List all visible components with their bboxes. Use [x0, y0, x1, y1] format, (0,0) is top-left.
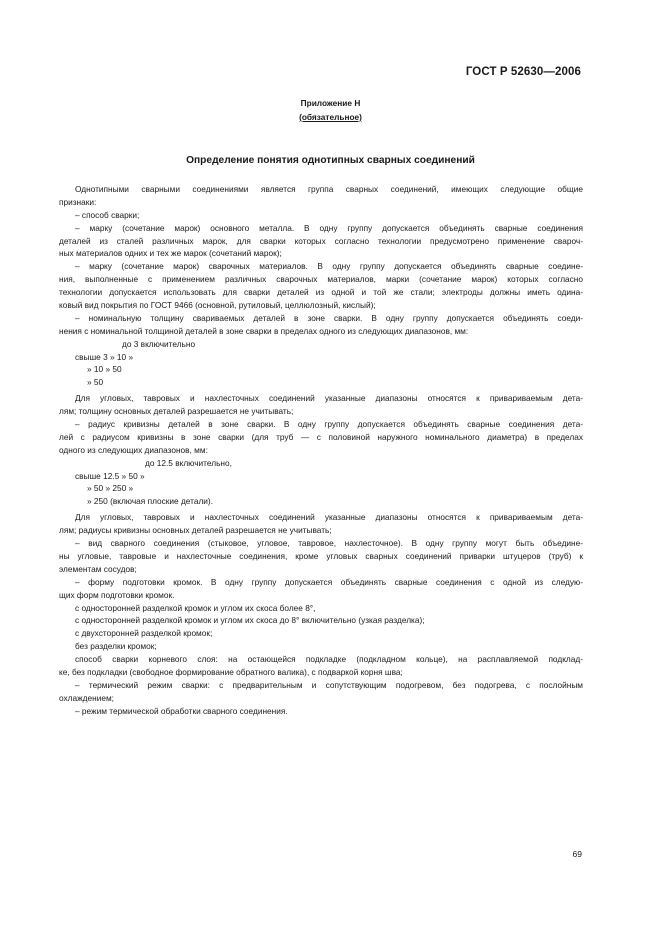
body-line: ке, без подкладки (свободное формирование обратного валика), с подваркой корня шва;: [59, 666, 403, 677]
body-line: лям; толщину основных деталей разрешается не учитывать;: [59, 406, 294, 417]
body-line: элементам сосудов;: [59, 563, 137, 574]
body-line: до 3 включительно: [122, 338, 196, 349]
body-line: лей с радиусом кривизны в зоне сварки (для труб — с половиной наружного номинального диаметра) в пределах: [59, 431, 583, 442]
body-line: охлаждением;: [59, 692, 114, 703]
body-line: Однотипными сварными соединениями является группа сварных соединений, имеющих следующие общие: [75, 184, 583, 194]
body-line: свыше 3 » 10 »: [75, 351, 134, 362]
body-text: [59, 183, 583, 718]
body-line: Для угловых, тавровых и нахлесточных соединений указанные диапазоны относятся к привариваемым дета-: [75, 393, 583, 404]
body-line: – вид сварного соединения (стыковое, угловое, тавровое, нахлесточное). В одну группу могут быть объедине-: [75, 538, 583, 549]
body-line: способ сварки корневого слоя: на остающейся подкладке (подкладном кольце), на расплавляемой подклад-: [75, 654, 583, 665]
body-line: Для угловых, тавровых и нахлесточных соединений указанные диапазоны относятся к привариваемым дета-: [75, 512, 583, 523]
body-line: лям; радиусы кривизны основных деталей разрешается не учитывать;: [59, 525, 332, 536]
body-line: ных материалов одних и тех же марок (сочетаний марок);: [59, 248, 282, 259]
section-title: Определение понятия однотипных сварных соединений: [186, 155, 475, 166]
body-line: – марку (сочетание марок) основного металла. В одну группу допускается объединять сварные соединения: [75, 222, 583, 233]
annex-label: Приложение Н: [300, 98, 361, 108]
document-header-standard: ГОСТ Р 52630—2006: [465, 66, 581, 78]
body-line: – радиус кривизны деталей в зоне сварки. В одну группу допускается объединять сварные соединения дета-: [75, 419, 583, 430]
annex-status: (обязательное): [299, 112, 362, 122]
body-line: – номинальную толщину свариваемых деталей в зоне сварки. В одну группу допускается объединять соеди-: [75, 312, 583, 323]
annex-heading: [0, 96, 661, 124]
body-line: с односторонней разделкой кромок и углом их скоса до 8° включительно (узкая разделка);: [75, 615, 425, 626]
body-line: технологии допускается использовать для сварки деталей из одной и той же стали; электроды должны иметь одина-: [59, 287, 583, 298]
body-line: » 250 (включая плоские детали).: [87, 496, 213, 507]
body-line: свыше 12.5 » 50 »: [75, 470, 145, 481]
body-line: » 10 » 50: [87, 364, 122, 375]
body-line: без разделки кромок;: [75, 641, 157, 652]
body-line: – термический режим сварки: с предварительным и сопутствующим подогревом, без подогрева, с послойным: [75, 679, 583, 690]
body-line: до 12.5 включительно,: [145, 457, 232, 468]
body-line: » 50: [87, 377, 104, 388]
body-line: ния, выполненные с применением различных сварочных материалов, марки (сочетание марок) которых согласно: [59, 274, 583, 285]
body-line: – форму подготовки кромок. В одну группу допускается объединять сварные соединения с одной из следую-: [75, 576, 583, 587]
body-line: одного из следующих диапазонов, мм:: [59, 444, 208, 455]
body-line: признаки:: [59, 196, 97, 207]
body-line: – марку (сочетание марок) сварочных материалов. В одну группу допускается объединять сварные соедине-: [75, 261, 583, 272]
page-number: 69: [572, 849, 582, 859]
body-line: ны угловые, тавровые и нахлесточные соединения, кроме угловых сварных соединений приварки штуцеров (труб) к: [59, 550, 583, 561]
body-line: – способ сварки;: [75, 209, 140, 220]
body-line: щих форм подготовки кромок.: [59, 589, 175, 600]
body-line: » 50 » 250 »: [87, 483, 134, 494]
body-line: ковый вид покрытия по ГОСТ 9466 (основной, рутиловый, целлюлозный, кислый);: [59, 300, 376, 311]
body-line: – режим термической обработки сварного соединения.: [75, 705, 288, 716]
body-line: нения с номинальной толщиной деталей в зоне сварки в пределах одного из следующих диапазонов, мм:: [59, 325, 469, 336]
body-line: с односторонней разделкой кромок и углом их скоса более 8°,: [75, 602, 316, 613]
body-line: деталей из сталей различных марок, для сварки которых согласно технологии предусмотрено применение свароч-: [59, 235, 583, 246]
body-line: с двухсторонней разделкой кромок;: [75, 628, 213, 639]
